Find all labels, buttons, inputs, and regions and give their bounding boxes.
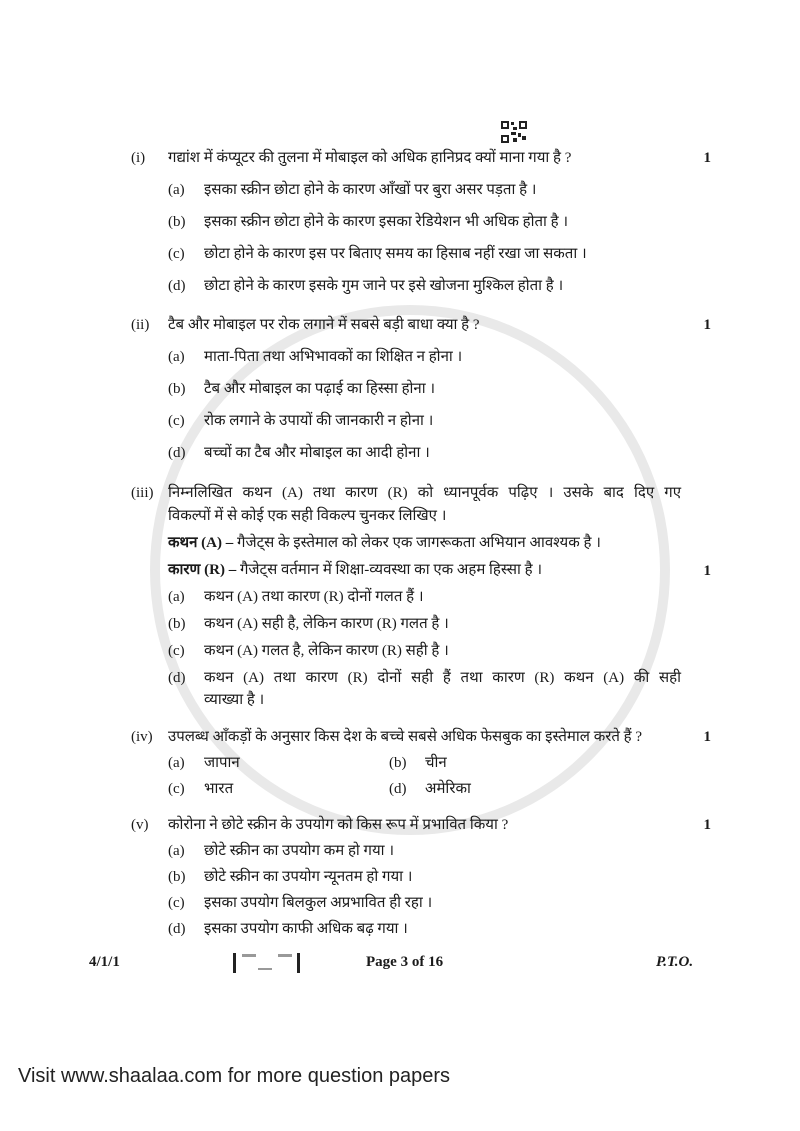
option [168,411,681,431]
option [168,180,681,200]
assertion-text: गैजेट्स के इस्तेमाल को लेकर एक जागरूकता अभियान आवश्यक है । [237,535,601,551]
reason-text: गैजेट्स वर्तमान में शिक्षा-व्यवस्था का एक अहम हिस्सा है । [239,562,543,578]
question-text-cont: विकल्पों में से कोई एक सही विकल्प चुनकर लिखिए । [168,508,447,524]
reason [168,560,681,580]
option [168,276,681,296]
option-text: भारत [204,781,234,797]
assertion-label: कथन (A) – [168,535,234,551]
option-text-cont: व्याख्या है । [204,692,265,708]
option-text-block [204,668,681,710]
option-text: टैब और मोबाइल का पढ़ाई का हिस्सा होना । [204,381,436,397]
option [168,443,681,463]
question-text: उपलब्ध आँकड़ों के अनुसार किस देश के बच्चे सबसे अधिक फेसबुक का इस्तेमाल करते हैं ? [168,729,643,745]
question-number: (v) [131,817,149,833]
option-text: कथन (A) सही है, लेकिन कारण (R) गलत है । [204,616,449,632]
option [168,867,681,887]
question-ii [131,315,711,463]
option [168,587,681,607]
option-label: (c) [168,781,185,797]
assertion [168,533,681,553]
question-number: (iv) [131,729,153,745]
option-label: (b) [168,214,186,230]
option-text: बच्चों का टैब और मोबाइल का आदी होना । [204,445,430,461]
option-label: (d) [168,670,186,686]
option-label: (d) [168,278,186,294]
option-text: कथन (A) गलत है, लेकिन कारण (R) सही है । [204,643,449,659]
question-v [131,815,711,939]
option-row [168,753,681,773]
option [168,379,681,399]
option-label: (a) [168,755,185,771]
option-label: (b) [168,381,186,397]
question-body [168,483,681,710]
option-text: इसका स्क्रीन छोटा होने के कारण आँखों पर बुरा असर पड़ता है । [204,182,537,198]
barcode-icon [233,952,303,974]
option-label: (d) [168,921,186,937]
question-i [131,148,711,296]
reason-label: कारण (R) – [168,562,237,578]
question-iv [131,727,711,799]
page-number: Page 3 of 16 [366,954,444,970]
option-label: (d) [168,445,186,461]
qr-code-icon [501,121,527,143]
option-label: (a) [168,182,185,198]
option-text: रोक लगाने के उपायों की जानकारी न होना । [204,413,434,429]
question-iii [131,483,711,710]
option-label: (c) [168,895,185,911]
question-body [168,148,681,296]
option-text: इसका उपयोग बिलकुल अप्रभावित ही रहा । [204,895,433,911]
option [168,919,681,939]
option-label: (a) [168,589,185,605]
question-text: निम्नलिखित कथन (A) तथा कारण (R) को ध्यानपूर्वक पढ़िए । उसके बाद दिए गए [168,485,681,501]
question-marks: 1 [703,563,711,579]
pto-label: P.T.O. [656,954,694,970]
option [168,641,681,661]
option-label: (a) [168,843,185,859]
option [168,212,681,232]
option-label: (d) [389,781,407,797]
option-text: छोटे स्क्रीन का उपयोग कम हो गया । [204,843,395,859]
option-text: अमेरिका [425,781,471,797]
option-text: छोटा होने के कारण इसके गुम जाने पर इसे खोजना मुश्किल होता है । [204,278,564,294]
question-text: कोरोना ने छोटे स्क्रीन के उपयोग को किस रूप में प्रभावित किया ? [168,817,509,833]
option [168,893,681,913]
option-text: माता-पिता तथा अभिभावकों का शिक्षित न होना । [204,349,463,365]
question-marks: 1 [703,729,711,745]
option-label: (b) [168,616,186,632]
question-number: (ii) [131,317,150,333]
option-label: (c) [168,643,185,659]
option-label: (c) [168,246,185,262]
option-label: (b) [389,755,407,771]
question-body [168,315,681,463]
option-text: कथन (A) तथा कारण (R) दोनों गलत हैं । [204,589,424,605]
question-text: टैब और मोबाइल पर रोक लगाने में सबसे बड़ी बाधा क्या है ? [168,317,480,333]
question-number: (iii) [131,485,154,501]
option [168,347,681,367]
option-label: (c) [168,413,185,429]
question-body [168,815,681,939]
question-number: (i) [131,150,146,166]
option-row [168,779,681,799]
option-text: इसका उपयोग काफी अधिक बढ़ गया । [204,921,408,937]
option [168,668,681,710]
question-text: गद्यांश में कंप्यूटर की तुलना में मोबाइल को अधिक हानिप्रद क्यों माना गया है ? [168,150,572,166]
option [168,841,681,861]
option-text: जापान [204,755,240,771]
option-label: (b) [168,869,186,885]
option-text: छोटा होने के कारण इस पर बिताए समय का हिसाब नहीं रखा जा सकता । [204,246,587,262]
option-label: (a) [168,349,185,365]
option [168,244,681,264]
option-text: कथन (A) तथा कारण (R) दोनों सही हैं तथा कारण (R) कथन (A) की सही [204,670,681,686]
paper-code: 4/1/1 [89,954,120,970]
question-marks: 1 [703,150,711,166]
visit-banner[interactable]: Visit www.shaalaa.com for more question papers [18,1065,451,1087]
questions-section [131,148,711,939]
option-text: चीन [425,755,447,771]
option-text: इसका स्क्रीन छोटा होने के कारण इसका रेडियेशन भी अधिक होता है । [204,214,569,230]
option [168,614,681,634]
question-body [168,727,681,799]
question-marks: 1 [703,317,711,333]
option-text: छोटे स्क्रीन का उपयोग न्यूनतम हो गया । [204,869,413,885]
question-marks: 1 [703,817,711,833]
